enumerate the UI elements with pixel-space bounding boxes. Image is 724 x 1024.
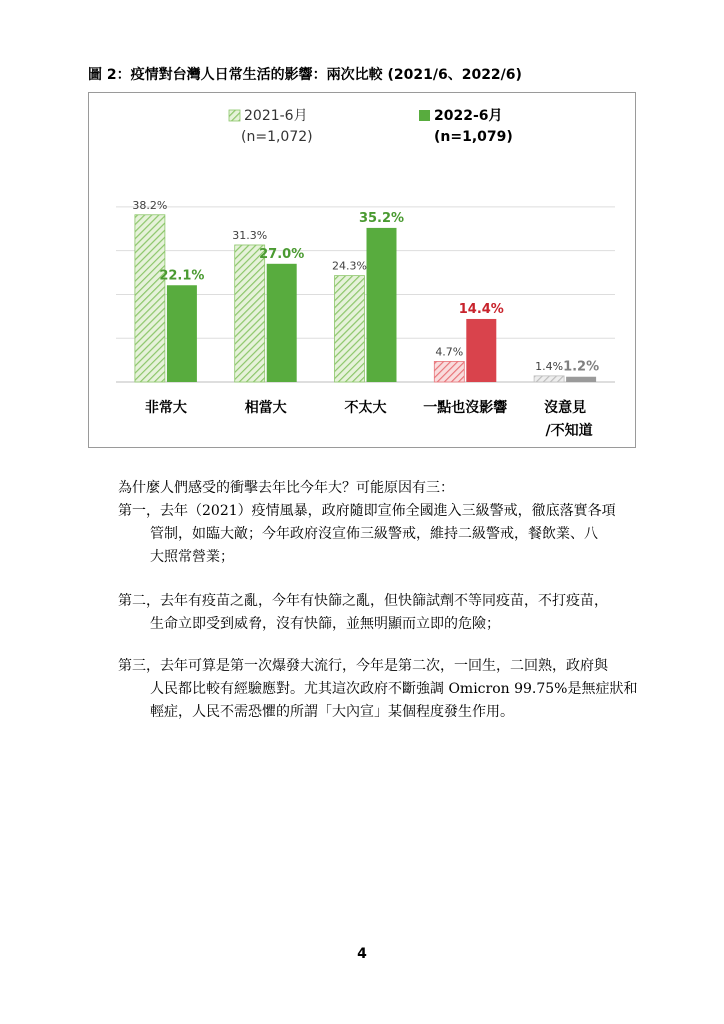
bar-2022-4 <box>466 319 496 382</box>
reason-2 <box>118 590 638 636</box>
bar-2022-5 <box>566 377 596 382</box>
category-label-5-line-2: /不知道 <box>545 423 593 439</box>
reason-2-line-1: 第二，去年有疫苗之亂，今年有快篩之亂，但快篩試劑不等同疫苗，不打疫苗， <box>118 593 608 609</box>
data-label-2021-5: 1.4% <box>535 359 564 373</box>
legend-swatch-2022 <box>419 110 430 121</box>
category-label-5-line-1: 沒意見 <box>544 400 587 416</box>
reason-2-line-2: 生命立即受到威脅，沒有快篩，並無明顯而立即的危險； <box>150 616 500 632</box>
reason-3-line-1: 第三，去年可算是第一次爆發大流行，今年是第二次，一回生，二回熟，政府與 <box>118 658 608 674</box>
bar-2022-1 <box>167 285 197 382</box>
intro-line: 為什麼人們感受的衝擊去年比今年大？可能原因有三： <box>118 480 454 496</box>
reason-3-line-3: 輕症，人民不需恐懼的所謂「大內宣」某個程度發生作用。 <box>150 704 514 720</box>
reason-3 <box>118 655 638 724</box>
category-label-2: 相當大 <box>244 400 287 416</box>
data-label-2021-1: 38.2% <box>132 198 168 212</box>
bar-2022-3 <box>367 228 397 382</box>
data-label-2022-1: 22.1% <box>159 268 205 284</box>
body-text <box>118 477 638 569</box>
category-label-1: 非常大 <box>144 400 187 416</box>
data-label-2021-3: 24.3% <box>332 259 367 273</box>
reason-3-line-2: 人民都比較有經驗應對。尤其這次政府不斷強調 Omicron 99.75%是無症狀和 <box>150 681 638 697</box>
legend-label-2021: 2021-6月 <box>244 108 308 124</box>
reason-1-line-3: 大照常營業； <box>150 549 234 565</box>
bar-2021-4 <box>434 361 464 382</box>
reason-1-line-1: 第一，去年（2021）疫情風暴，政府隨即宣佈全國進入三級警戒，徹底落實各項 <box>118 503 616 519</box>
legend-sample-2021: (n=1,072) <box>241 129 313 145</box>
legend-label-2022: 2022-6月 <box>434 108 503 124</box>
bar-chart <box>88 92 636 448</box>
category-label-3: 不太大 <box>344 400 387 416</box>
data-label-2021-4: 4.7% <box>435 345 464 359</box>
legend-swatch-2021 <box>229 110 240 121</box>
bar-2021-2 <box>235 245 265 382</box>
data-label-2022-2: 27.0% <box>259 246 305 262</box>
figure-title: 圖 2：疫情對台灣人日常生活的影響：兩次比較 (2021/6、2022/6) <box>88 67 522 83</box>
data-label-2022-5: 1.2% <box>563 359 600 375</box>
bar-2021-3 <box>335 276 365 382</box>
chart-svg <box>89 93 637 449</box>
bar-2021-1 <box>135 215 165 382</box>
reason-1-line-2: 管制，如臨大敵；今年政府沒宣佈三級警戒，維持二級警戒，餐飲業、八 <box>150 526 598 542</box>
page-number: 4 <box>357 946 367 962</box>
bar-2021-5 <box>534 376 564 382</box>
data-label-2022-4: 14.4% <box>458 301 504 317</box>
bar-2022-2 <box>267 264 297 382</box>
data-label-2021-2: 31.3% <box>232 228 268 242</box>
data-label-2022-3: 35.2% <box>358 210 405 226</box>
legend-sample-2022: (n=1,079) <box>434 129 513 145</box>
category-label-4: 一點也沒影響 <box>423 400 508 416</box>
